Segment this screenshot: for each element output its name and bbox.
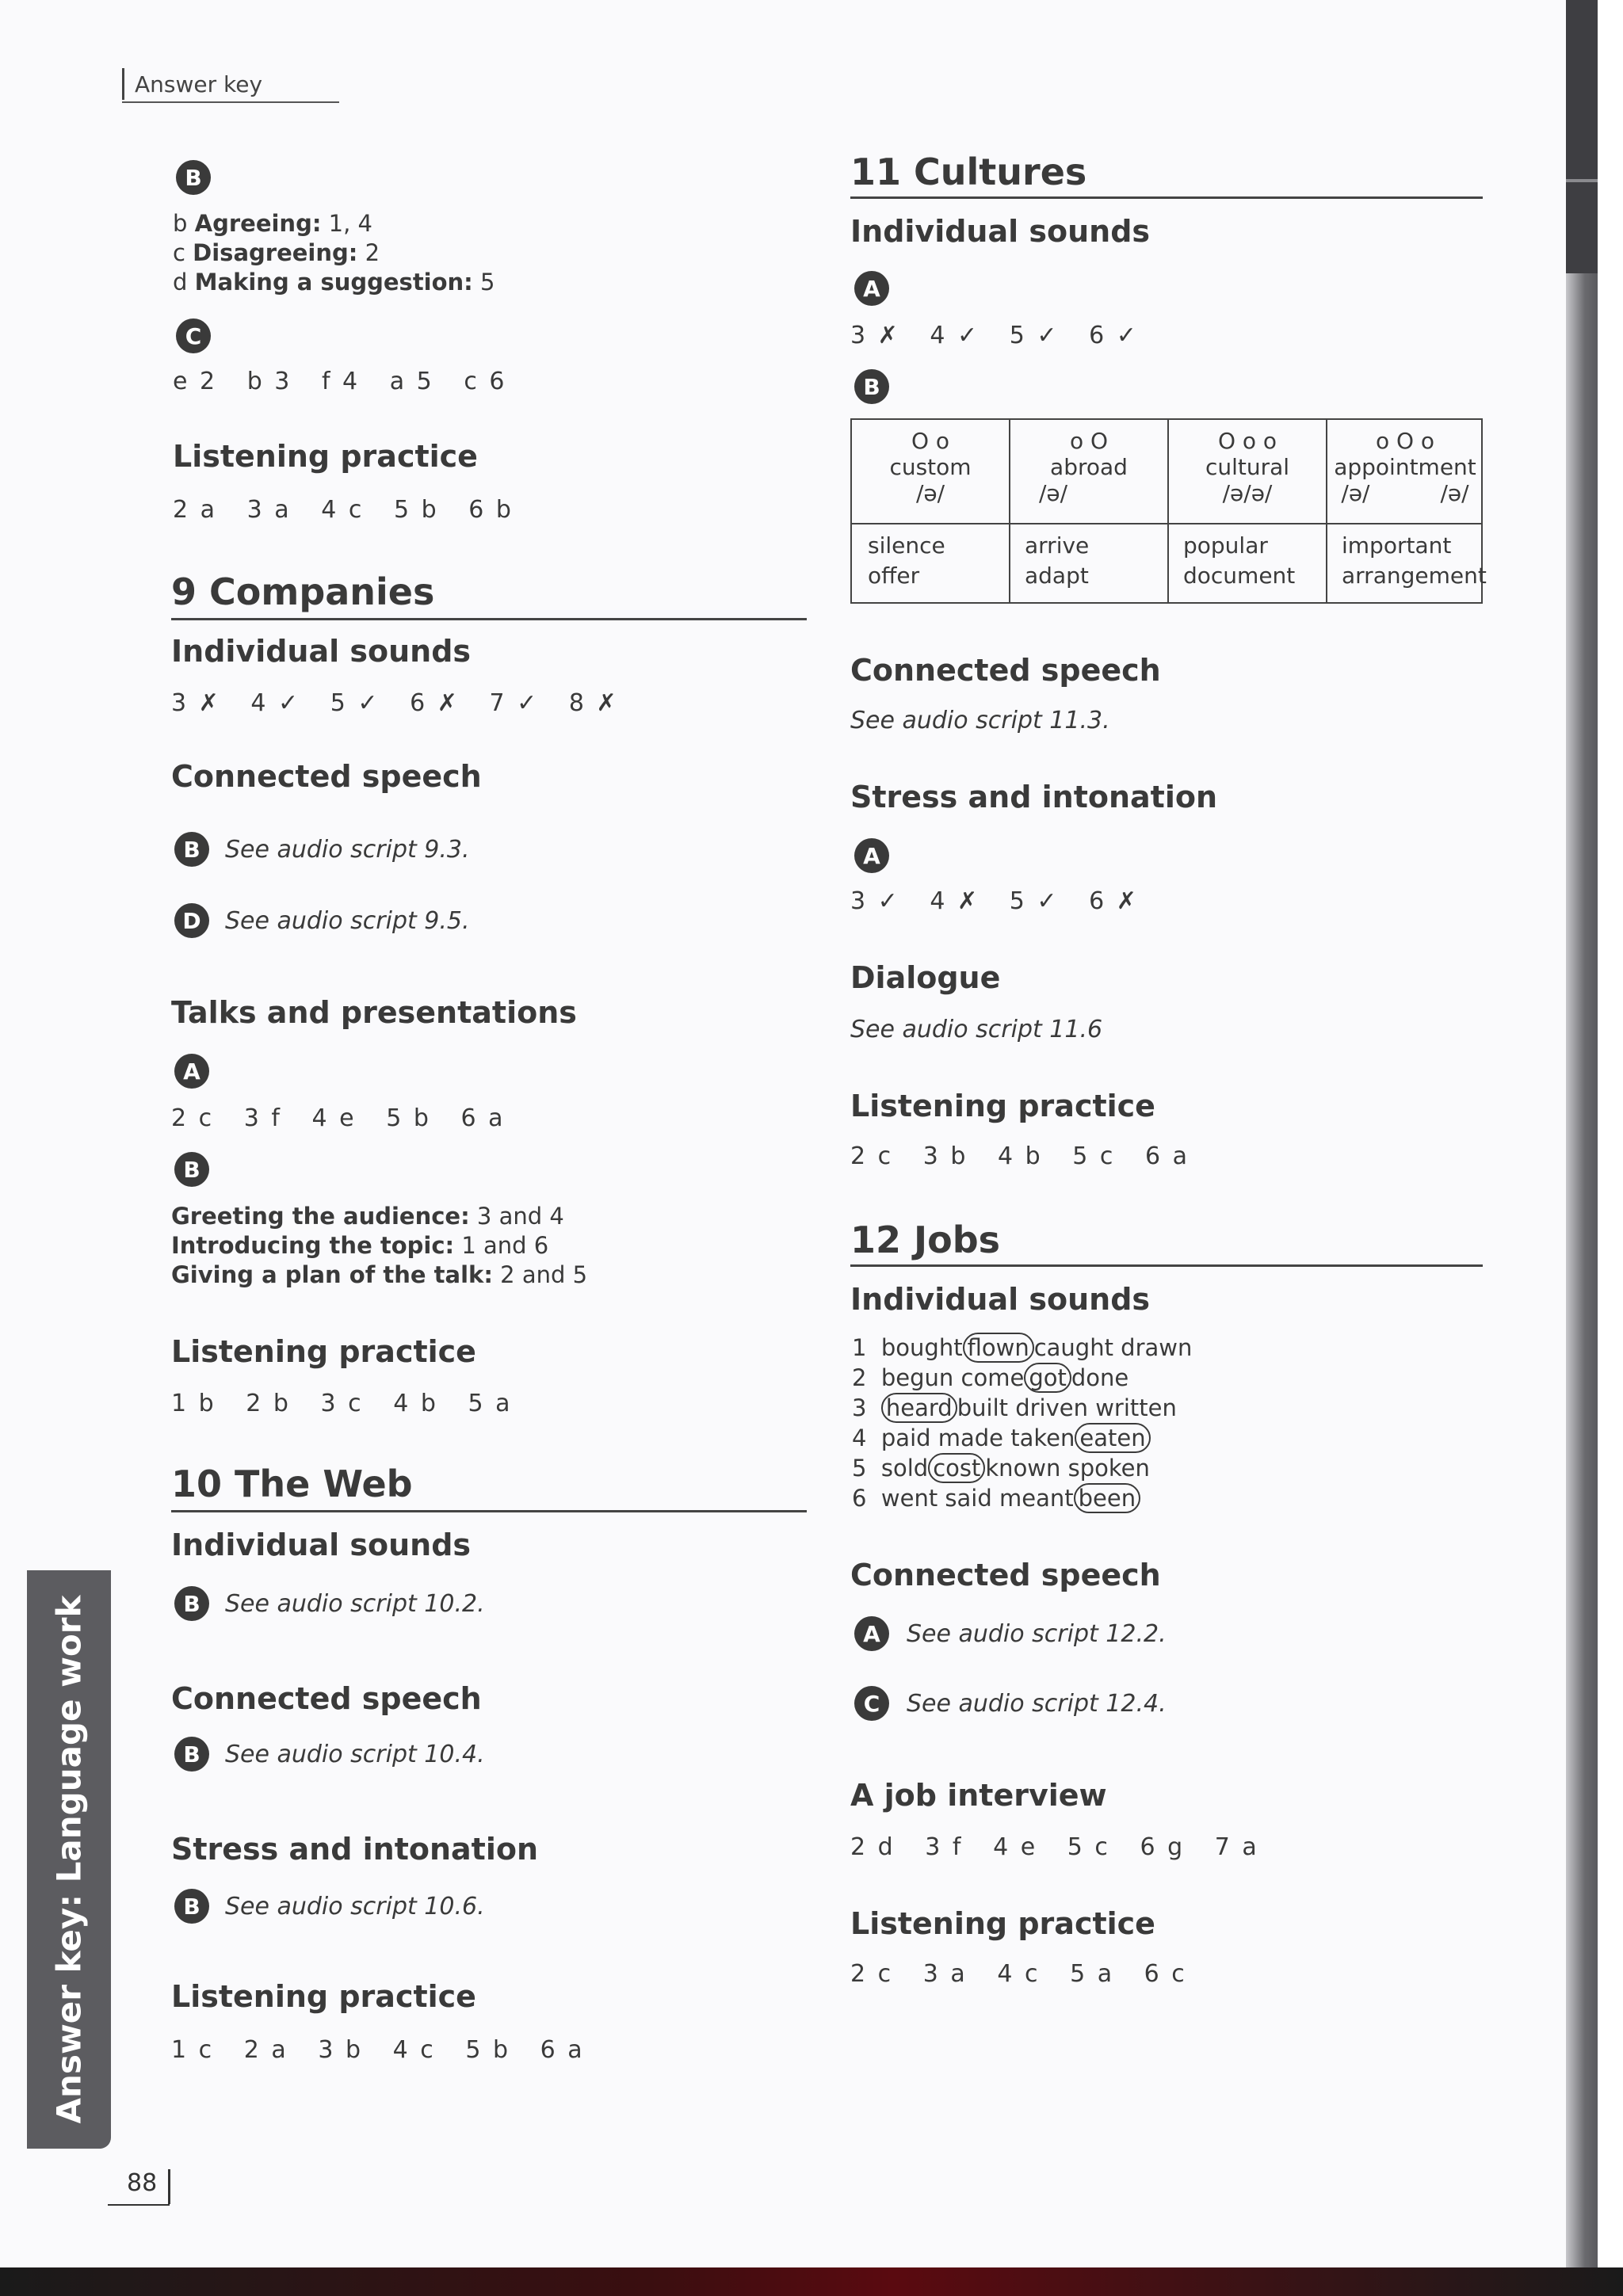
table-cell: [1183, 531, 1295, 591]
answer-line: Introducing the topic: 1 and 6: [171, 1232, 549, 1259]
book-spine-dark-top: [1566, 0, 1598, 273]
table-header-cell: [1169, 428, 1326, 506]
word-set-line: 4 paid made taken eaten: [852, 1425, 1151, 1451]
answer-row: 3 ✓ 4 ✗ 5 ✓ 6 ✗: [850, 887, 1139, 915]
table-header-cell: [852, 428, 1009, 506]
subheading: Individual sounds: [850, 1282, 1151, 1317]
answer-row: 1 b 2 b 3 c 4 b 5 a: [171, 1390, 513, 1417]
subheading: Listening practice: [850, 1906, 1155, 1941]
answer-line: Giving a plan of the talk: 2 and 5: [171, 1261, 588, 1288]
word-set-line: 3 heard built driven written: [852, 1394, 1177, 1421]
subheading: Listening practice: [850, 1089, 1155, 1123]
section-badge-d: D: [174, 903, 209, 938]
stress-pattern: o O o: [1375, 428, 1435, 454]
answer-row: 2 d 3 f 4 e 5 c 6 g 7 a: [850, 1833, 1259, 1861]
table-word: offer: [868, 563, 920, 589]
phonetic-symbol: /ə/ə/: [1222, 480, 1273, 506]
section-badge-b: B: [174, 832, 209, 867]
stress-pattern: O o o: [1217, 428, 1277, 454]
header-bar: [122, 68, 124, 100]
header-rule: [122, 101, 339, 103]
subheading: Connected speech: [850, 1558, 1161, 1592]
subheading: Listening practice: [173, 439, 478, 474]
audio-script-ref: See audio script 11.3.: [850, 707, 1110, 734]
section-badge-b: B: [176, 160, 211, 195]
answer-row: e 2 b 3 f 4 a 5 c 6: [173, 368, 507, 395]
side-tab-label: Answer key: Language work: [49, 1595, 89, 2124]
circled-word: cost: [928, 1453, 985, 1483]
table-divider: [852, 523, 1481, 524]
unit-rule: [850, 1264, 1483, 1267]
unit-rule: [171, 618, 807, 620]
unit-rule: [850, 196, 1483, 199]
section-badge-c: C: [176, 318, 211, 353]
unit-title: 12 Jobs: [850, 1219, 1001, 1261]
answer-line: d Making a suggestion: 5: [173, 269, 495, 296]
word-set-line: 5 sold cost known spoken: [852, 1455, 1150, 1482]
section-badge-a: A: [854, 271, 889, 306]
word-set-line: 2 begun come got done: [852, 1364, 1129, 1391]
answer-row: 3 ✗ 4 ✓ 5 ✓ 6 ✗ 7 ✓ 8 ✗: [171, 689, 619, 717]
table-cell: [1025, 531, 1089, 591]
audio-script-ref: See audio script 10.2.: [225, 1590, 485, 1618]
page-number-rule: [108, 2204, 170, 2206]
circled-word: flown: [963, 1333, 1034, 1363]
audio-script-ref: See audio script 12.4.: [907, 1690, 1167, 1718]
section-badge-b: B: [854, 369, 889, 404]
example-word: abroad: [1050, 454, 1128, 480]
bottom-scan-edge: [0, 2267, 1623, 2296]
circled-word: eaten: [1075, 1423, 1150, 1453]
answer-row: 2 c 3 b 4 b 5 c 6 a: [850, 1142, 1190, 1170]
page-number-bar: [168, 2169, 170, 2204]
answer-row: 3 ✗ 4 ✓ 5 ✓ 6 ✓: [850, 322, 1139, 349]
subheading: Stress and intonation: [171, 1832, 539, 1867]
section-badge-a: A: [854, 1616, 889, 1651]
phonetic-symbol: /ə/: [915, 480, 945, 506]
running-header: Answer key: [135, 71, 263, 97]
table-word: important: [1342, 532, 1452, 559]
answer-line: b Agreeing: 1, 4: [173, 210, 372, 237]
section-badge-b: B: [174, 1586, 209, 1621]
phonetic-symbol: /ə/ /ə/: [1341, 480, 1469, 506]
unit-title: 10 The Web: [171, 1463, 413, 1505]
table-word: adapt: [1025, 563, 1089, 589]
example-word: cultural: [1205, 454, 1290, 480]
unit-title: 11 Cultures: [850, 151, 1087, 193]
section-badge-a: A: [174, 1054, 209, 1089]
answer-line: Greeting the audience: 3 and 4: [171, 1203, 564, 1230]
section-badge-b: B: [174, 1737, 209, 1772]
phonetic-symbol: /ə/: [1039, 480, 1068, 506]
table-header-cell: [1327, 428, 1483, 506]
audio-script-ref: See audio script 10.4.: [225, 1741, 485, 1768]
audio-script-ref: See audio script 10.6.: [225, 1893, 485, 1920]
unit-title: 9 Companies: [171, 570, 435, 613]
section-badge-b: B: [174, 1889, 209, 1924]
book-spine-shadow: [1566, 0, 1598, 2296]
subheading: Individual sounds: [171, 634, 472, 669]
section-badge-a: A: [854, 838, 889, 873]
word-set-line: 1 bought flown caught drawn: [852, 1334, 1193, 1361]
subheading: Connected speech: [171, 759, 482, 794]
table-word: arrive: [1025, 532, 1090, 559]
subheading: Listening practice: [171, 1979, 476, 2014]
subheading: Dialogue: [850, 960, 1001, 995]
audio-script-ref: See audio script 11.6: [850, 1016, 1103, 1043]
subheading: Connected speech: [171, 1681, 482, 1716]
subheading: Stress and intonation: [850, 780, 1218, 814]
table-cell: [1342, 531, 1487, 591]
section-badge-b: B: [174, 1152, 209, 1187]
stress-pattern: o O: [1069, 428, 1109, 454]
subheading: Individual sounds: [171, 1527, 472, 1562]
example-word: custom: [889, 454, 972, 480]
subheading: Talks and presentations: [171, 995, 577, 1030]
answer-row: 2 a 3 a 4 c 5 b 6 b: [173, 496, 514, 524]
subheading: Individual sounds: [850, 214, 1151, 249]
subheading: Connected speech: [850, 653, 1161, 688]
book-spine-tick: [1566, 179, 1598, 182]
table-word: arrangement: [1342, 563, 1487, 589]
circled-word: been: [1074, 1483, 1140, 1513]
word-set-line: 6 went said meant been: [852, 1485, 1140, 1512]
table-cell: [868, 531, 945, 591]
answer-row: 2 c 3 f 4 e 5 b 6 a: [171, 1104, 506, 1132]
section-badge-c: C: [854, 1686, 889, 1721]
subheading: Listening practice: [171, 1334, 476, 1369]
table-word: silence: [868, 532, 945, 559]
circled-word: heard: [881, 1393, 957, 1423]
example-word: appointment: [1334, 454, 1476, 480]
circled-word: got: [1024, 1363, 1071, 1393]
answer-line: c Disagreeing: 2: [173, 239, 380, 266]
stress-pattern-table: [850, 418, 1487, 604]
unit-rule: [171, 1510, 807, 1512]
answer-row: 1 c 2 a 3 b 4 c 5 b 6 a: [171, 2036, 585, 2064]
audio-script-ref: See audio script 9.5.: [225, 907, 470, 935]
page-number: 88: [127, 2169, 158, 2197]
answer-row: 2 c 3 a 4 c 5 a 6 c: [850, 1960, 1187, 1988]
audio-script-ref: See audio script 12.2.: [907, 1620, 1167, 1648]
table-word: document: [1183, 563, 1296, 589]
audio-script-ref: See audio script 9.3.: [225, 836, 470, 864]
subheading: A job interview: [850, 1778, 1107, 1813]
stress-pattern: O o: [911, 428, 950, 454]
table-word: popular: [1183, 532, 1268, 559]
table-header-cell: [1010, 428, 1167, 506]
